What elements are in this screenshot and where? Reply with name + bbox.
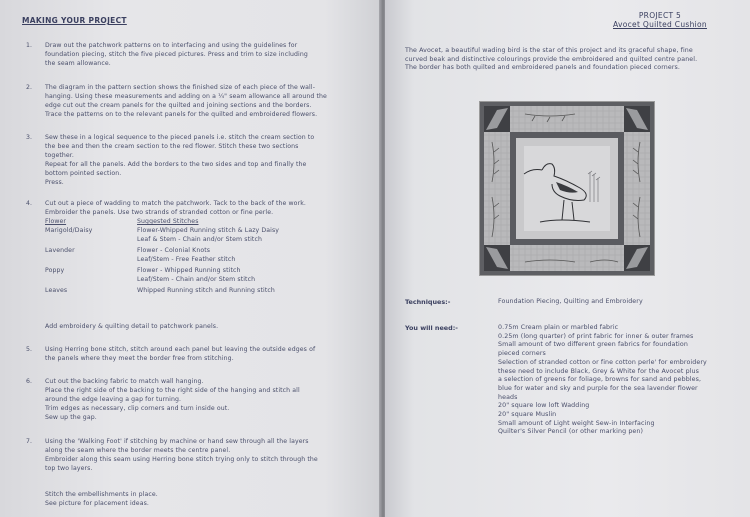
- stitch-table-row: Leaf & Stem - Chain and/or Stem stitch: [137, 236, 262, 243]
- list-item: 0.25m (long quarter) of print fabric for inner & outer frames: [498, 332, 694, 340]
- stitch-table: [45, 217, 365, 295]
- list-item: blue for water and sky and purple for the sea lavender flower: [498, 384, 698, 392]
- list-item: Quilter's Silver Pencil (or other marking pen): [498, 428, 644, 436]
- stitch-table-row: Marigold/Daisy Flower-Whipped Running stitch & Lazy Daisy: [45, 227, 280, 234]
- stitch-table-row: Leaf/Stem - Chain and/or Stem stitch: [137, 276, 256, 283]
- stitch-table-row: Lavender Flower - Colonial Knots: [45, 247, 211, 254]
- techniques-label: Techniques:-: [405, 298, 451, 306]
- left-page: MAKING YOUR PROJECT 1. Draw out the patchwork patterns on to interfacing and using the guidelines for foundation piecing, stitch the five pieced pictures. Press and trim to size including the seam allowance. 2. The diagram in the pattern section shows the finished size of each piece of the wall- hanging. Using these measurements and adding on a ¼" seam allowance all around the edge cut out the cream panels for the quilted and joining sections and the borders. Trace the patterns on to the relevant panels for the quilted and embroidered flowers. 3. Sew these in a logical sequence to the pieced panels i.e. stitch the cream section to the bee and then the cream section to the red flower. Stitch these two sections together. Repeat for all the panels. Add the borders to the two sides and top and finally the bottom pointed section. Press. 4. Cut out a piece of wadding to match the patchwork. Tack to the back of the work. Embroider the panels. Use two strands of stranded cotton or fine perle. Flower Suggested Stitches Marigold/Daisy Flower-Whipped Running stitch & Lazy Daisy Leaf & Stem - Chain and/or Stem stitch Lavender Flower - Colonial Knots Leaf/Stem - Free Feather stitch Poppy Flower - Whipped Running stitch Leaf/Stem - Chain and/or Stem stitch Leaves Whipped Running stitch and Running stitch Add embroidery & quilting detail to patchwork panels. 5. Using Herring bone stitch, stitch around each panel but leaving the outside edges of the panels where they meet the border free from stitching. 6. Cut out the backing fabric to match wall hanging. Place the right side of the backing to the right side of the hanging and stitch all around the edge leaving a gap for turning. Trim edges as necessary, clip corners and turn inside out. Sew up the gap. 7. Using the 'Walking Foot' if stitching by machine or hand sew through all the layers along the seam where the border meets the centre panel. Embroider along this seam using Herring bone stitch trying only to stitch through the top two layers. Stitch the embellishments in place. See picture for placement ideas.: [0, 0, 382, 517]
- stitch-table-row: Poppy Flower - Whipped Running stitch: [45, 267, 241, 274]
- cushion-photo: [479, 101, 655, 276]
- list-item: pieced corners: [498, 350, 546, 358]
- stitch-table-row: Leaves Whipped Running stitch and Running stitch: [45, 287, 275, 294]
- list-item: Small amount of Light weight Sew-in Interfacing: [498, 419, 655, 427]
- list-item: heads: [498, 393, 518, 401]
- list-item: Small amount of two different green fabrics for foundation: [498, 341, 688, 349]
- project-name: Avocet Quilted Cushion: [613, 20, 707, 29]
- list-item: a selection of greens for foliage, browns for sand and pebbles,: [498, 376, 702, 384]
- project-number: PROJECT 5: [638, 11, 682, 20]
- step-4-note: Add embroidery & quilting detail to patchwork panels.: [45, 323, 219, 330]
- techniques-value: Foundation Piecing, Quilting and Embroidery: [498, 298, 643, 305]
- avocet-cushion-image: [480, 102, 654, 275]
- need-label: You will need:-: [405, 324, 458, 332]
- need-list: [498, 324, 743, 437]
- stitch-table-row: Leaf/Stem - Free Feather stitch: [137, 256, 236, 263]
- list-item: Selection of stranded cotton or fine cotton perle' for embroidery: [498, 358, 707, 366]
- stitch-table-row: Flower Suggested Stitches: [45, 218, 199, 225]
- list-item: these need to include Black, Grey & White for the Avocet plus: [498, 367, 699, 375]
- project-heading: [573, 11, 747, 29]
- list-item: 20" square low loft Wadding: [498, 402, 590, 410]
- right-page: [385, 0, 750, 517]
- project-intro: The Avocet, a beautiful wading bird is the star of this project and its graceful shape, fine curved beak and distinctive colourings provide the embroidered and quilted centre panel. The border has both quilted and embroidered panels and foundation pieced corners.: [405, 47, 698, 71]
- step-7-note: Stitch the embellishments in place. See picture for placement ideas.: [45, 491, 158, 507]
- list-item: 20" square Muslin: [498, 411, 557, 419]
- list-item: 0.75m Cream plain or marbled fabric: [498, 324, 619, 331]
- page-title: MAKING YOUR PROJECT: [22, 16, 127, 25]
